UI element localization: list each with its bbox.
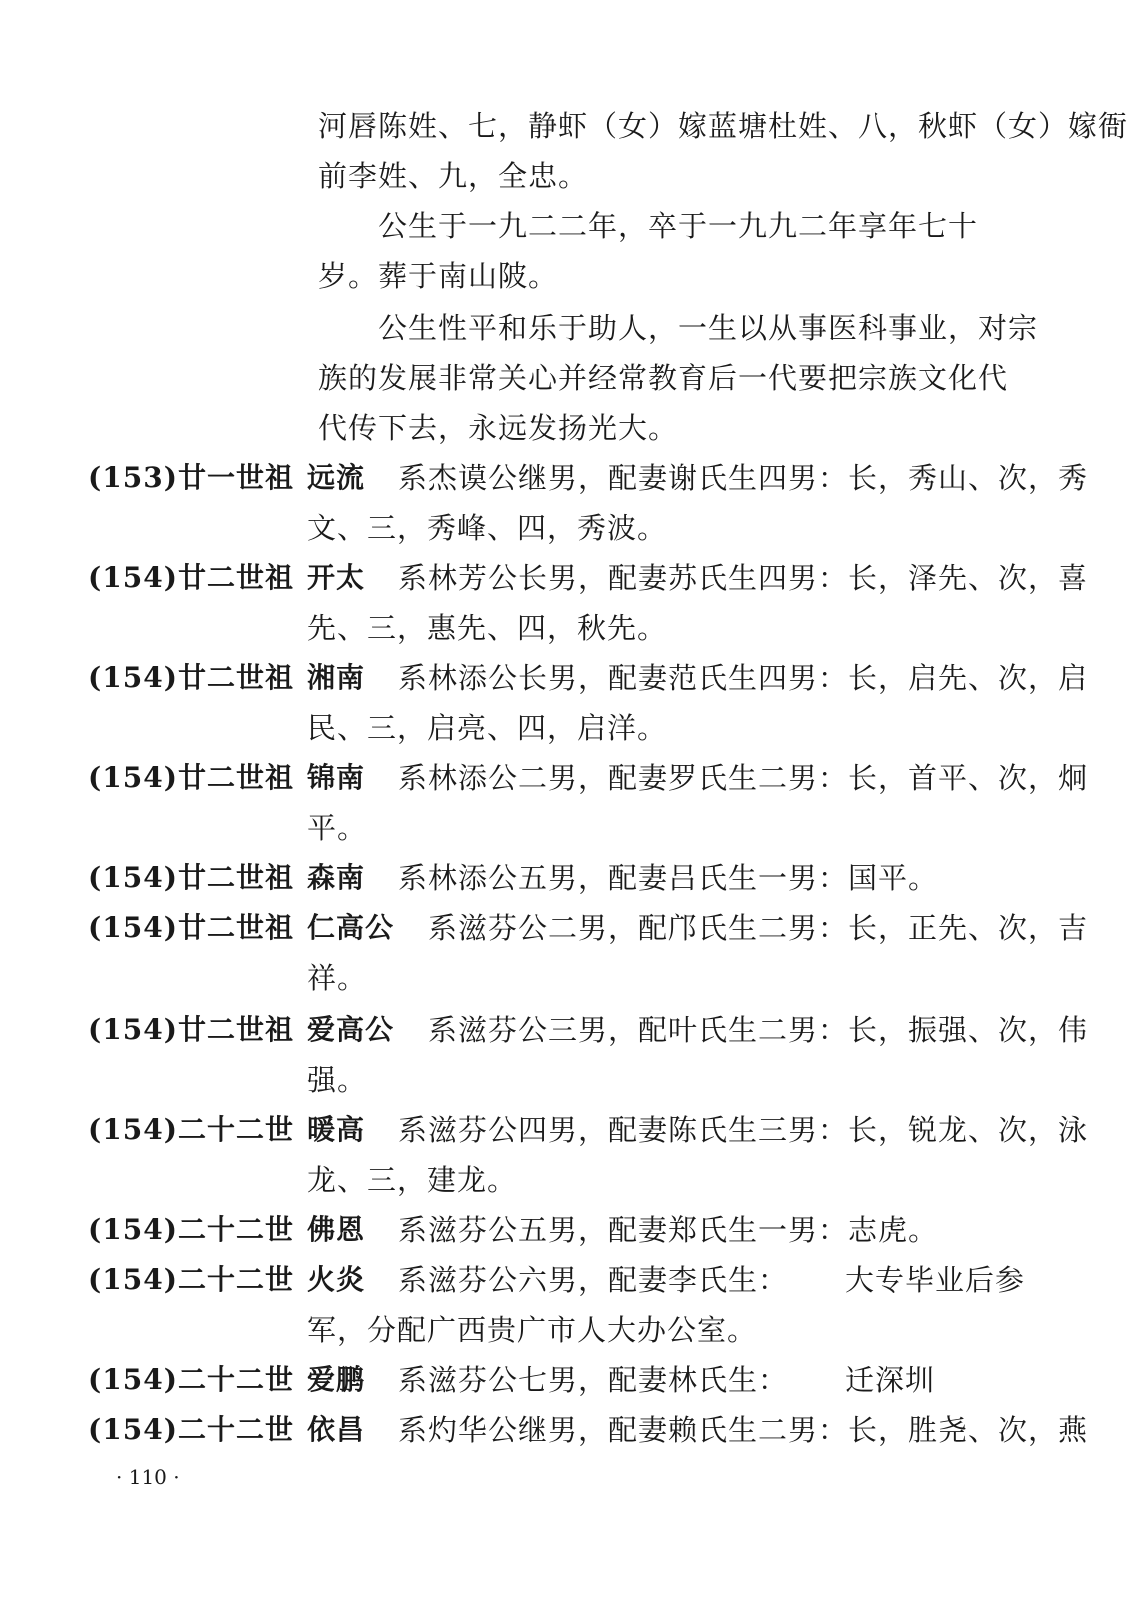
paragraph-line: 公生性平和乐于助人，一生以从事医科事业，对宗 xyxy=(378,311,1039,345)
paragraph-line: 族的发展非常关心并经常教育后一代要把宗族文化代 xyxy=(318,361,1009,395)
entry-text: 文、三，秀峰、四，秀波。 xyxy=(307,511,668,545)
entry-generation-label: (154)廿二世祖 xyxy=(88,761,294,794)
entry-note: 迁深圳 xyxy=(845,1363,936,1397)
entry-name: 爱高公 xyxy=(307,1013,395,1046)
entry-generation-label: (154)二十二世 xyxy=(88,1363,294,1396)
entry-text: 民、三，启亮、四，启洋。 xyxy=(307,711,668,745)
entry-name: 远流 xyxy=(307,461,366,494)
entry-name: 森南 xyxy=(307,861,366,894)
entry-text: 龙、三，建龙。 xyxy=(307,1163,518,1197)
entry-text: 系滋芬公七男，配妻林氏生： xyxy=(398,1363,789,1397)
entry-generation-label: (154)廿二世祖 xyxy=(88,661,294,694)
entry-note: 大专毕业后参 xyxy=(845,1263,1026,1297)
entry-text: 平。 xyxy=(307,811,368,845)
entry-name: 依昌 xyxy=(307,1413,366,1446)
page-number: · 110 · xyxy=(116,1465,180,1489)
intro-line: 河唇陈姓、七，静虾（女）嫁蓝塘杜姓、八，秋虾（女）嫁衙 xyxy=(318,109,1129,143)
entry-text: 系灼华公继男，配妻赖氏生二男：长，胜尧、次，燕 xyxy=(398,1413,1089,1447)
entry-text: 系滋芬公二男，配邝氏生二男：长，正先、次，吉 xyxy=(428,911,1089,945)
entry-name: 火炎 xyxy=(307,1263,366,1296)
entry-text: 先、三，惠先、四，秋先。 xyxy=(307,611,668,645)
entry-text: 军，分配广西贵广市人大办公室。 xyxy=(307,1313,758,1347)
entry-text: 强。 xyxy=(307,1063,368,1097)
entry-text: 系林添公五男，配妻吕氏生一男：国平。 xyxy=(398,861,939,895)
entry-name: 湘南 xyxy=(307,661,366,694)
entry-text: 系滋芬公四男，配妻陈氏生三男：长，锐龙、次，泳 xyxy=(398,1113,1089,1147)
paragraph-line: 岁。葬于南山陂。 xyxy=(318,259,559,293)
entry-generation-label: (154)廿二世祖 xyxy=(88,561,294,594)
entry-generation-label: (154)二十二世 xyxy=(88,1113,294,1146)
entry-name: 暖高 xyxy=(307,1113,366,1146)
entry-generation-label: (154)廿二世祖 xyxy=(88,861,294,894)
paragraph-line: 公生于一九二二年，卒于一九九二年享年七十 xyxy=(378,209,979,243)
paragraph-line: 代传下去，永远发扬光大。 xyxy=(318,411,679,445)
entry-generation-label: (154)二十二世 xyxy=(88,1263,294,1296)
entry-generation-label: (154)廿二世祖 xyxy=(88,1013,294,1046)
entry-text: 系杰谟公继男，配妻谢氏生四男：长，秀山、次，秀 xyxy=(398,461,1089,495)
intro-line: 前李姓、九，全忠。 xyxy=(318,159,589,193)
entry-generation-label: (153)廿一世祖 xyxy=(88,461,294,494)
entry-name: 开太 xyxy=(307,561,366,594)
entry-text: 祥。 xyxy=(307,961,368,995)
entry-name: 仁高公 xyxy=(307,911,395,944)
entry-name: 佛恩 xyxy=(307,1213,366,1246)
entry-text: 系林添公二男，配妻罗氏生二男：长，首平、次，炯 xyxy=(398,761,1089,795)
entry-generation-label: (154)二十二世 xyxy=(88,1413,294,1446)
entry-name: 锦南 xyxy=(307,761,366,794)
entry-generation-label: (154)二十二世 xyxy=(88,1213,294,1246)
entry-text: 系滋芬公六男，配妻李氏生： xyxy=(398,1263,789,1297)
entry-text: 系林添公长男，配妻范氏生四男：长，启先、次，启 xyxy=(398,661,1089,695)
entry-text: 系滋芬公三男，配叶氏生二男：长，振强、次，伟 xyxy=(428,1013,1089,1047)
entry-name: 爱鹏 xyxy=(307,1363,366,1396)
entry-generation-label: (154)廿二世祖 xyxy=(88,911,294,944)
entry-text: 系林芳公长男，配妻苏氏生四男：长，泽先、次，喜 xyxy=(398,561,1089,595)
entry-text: 系滋芬公五男，配妻郑氏生一男：志虎。 xyxy=(398,1213,939,1247)
